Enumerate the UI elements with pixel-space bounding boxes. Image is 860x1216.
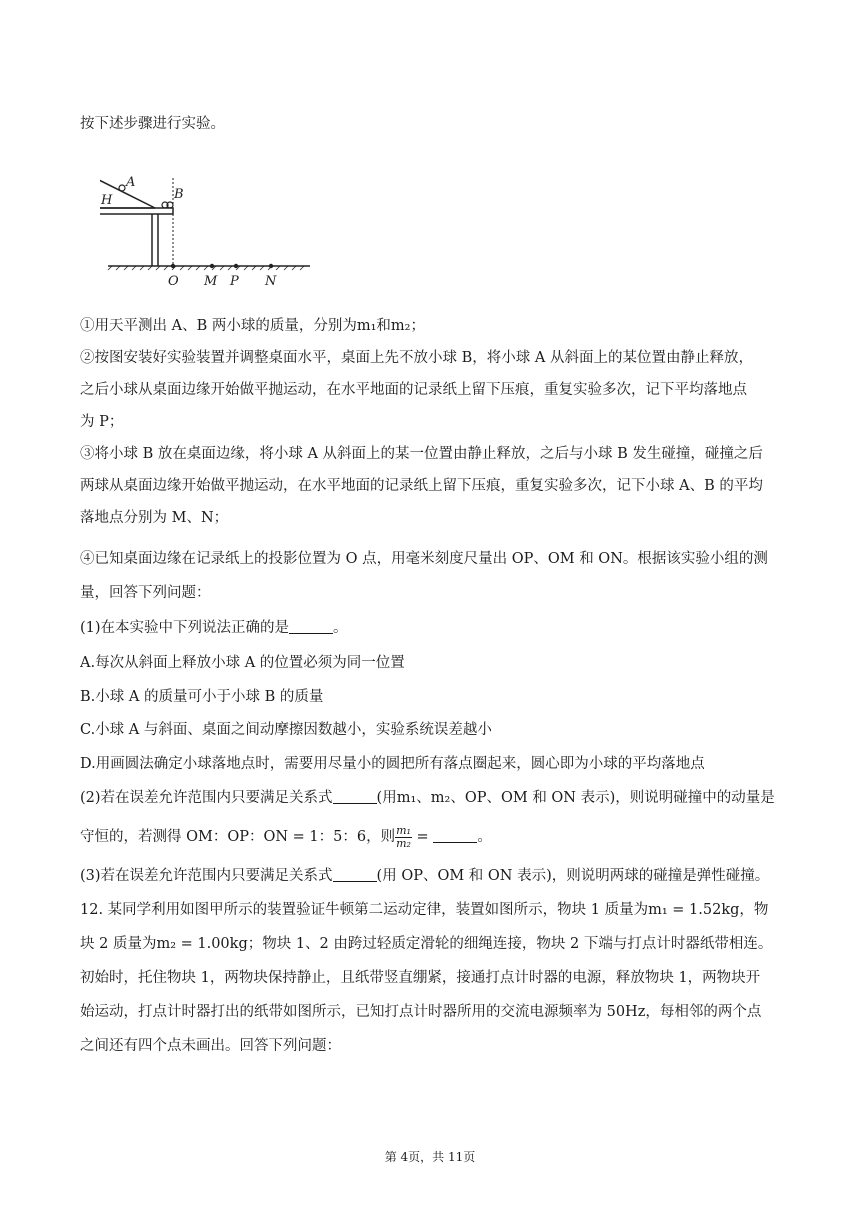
label-n: N xyxy=(265,274,277,289)
option-c: C.小球 A 与斜面、桌面之间动摩擦因数越小，实验系统误差越小 xyxy=(80,722,492,738)
mass-ratio-fraction: $\frac{\text{m₁}}{\text{m₂}}$ xyxy=(396,823,411,850)
intro-text: 按下述步骤进行实验。 xyxy=(80,116,225,132)
label-b: B xyxy=(174,187,184,202)
step-3-line-2: 两球从桌面边缘开始做平抛运动，在水平地面的记录纸上留下压痕，重复实验多次，记下小球 A、B 的平均 xyxy=(80,478,763,494)
problem-12-line-4: 始运动，打点计时器打出的纸带如图所示，已知打点计时器所用的交流电源频率为 50Hz，每相邻的两个点 xyxy=(80,1004,762,1020)
step-2-line-2: 之后小球从桌面边缘开始做平抛运动，在水平地面的记录纸上留下压痕，重复实验多次，记下平均落地点 xyxy=(80,382,747,398)
step-3-line-3: 落地点分别为 M、N； xyxy=(80,510,229,526)
problem-12-line-2: 块 2 质量为m₂ = 1.00kg；物块 1、2 由跨过轻质定滑轮的细绳连接，物块 2 下端与打点计时器纸带相连。 xyxy=(80,936,773,952)
problem-12-line-1: 12. 某同学利用如图甲所示的装置验证牛顿第二运动定律，装置如图所示，物块 1 质量为m₁ = 1.52kg，物 xyxy=(80,902,769,918)
question-2-line-1: (2)若在误差允许范围内只要满足关系式 (用m₁、m₂、OP、OM 和 ON 表示)，则说明碰撞中的动量是 xyxy=(80,790,775,806)
step-4-line-2: 量，回答下列问题： xyxy=(80,585,211,601)
answer-blank xyxy=(289,619,333,634)
label-h: H xyxy=(101,193,113,208)
problem-12-line-5: 之间还有四个点未画出。回答下列问题： xyxy=(80,1038,341,1054)
step-2-line-1: ②按图安装好实验装置并调整桌面水平，桌面上先不放小球 B，将小球 A 从斜面上的某位置由静止释放， xyxy=(80,350,753,366)
answer-blank xyxy=(333,789,377,804)
option-b: B.小球 A 的质量可小于小球 B 的质量 xyxy=(80,689,324,705)
step-3-line-1: ③将小球 B 放在桌面边缘，将小球 A 从斜面上的某一位置由静止释放，之后与小球 B 发生碰撞，碰撞之后 xyxy=(80,446,763,462)
ball-a xyxy=(119,185,125,191)
label-m: M xyxy=(204,274,218,289)
problem-12-line-3: 初始时，托住物块 1，两物块保持静止，且纸带竖直绷紧，接通打点计时器的电源，释放物块 1，两物块开 xyxy=(80,970,761,986)
option-a: A.每次从斜面上释放小球 A 的位置必须为同一位置 xyxy=(80,655,405,671)
label-p: P xyxy=(230,274,239,289)
answer-blank xyxy=(433,828,477,843)
page-footer: 第 4页，共 11页 xyxy=(384,1150,476,1164)
experiment-figure xyxy=(100,168,320,290)
step-1: ①用天平测出 A、B 两小球的质量，分别为m₁和m₂； xyxy=(80,318,425,334)
question-1-stem: (1)在本实验中下列说法正确的是 。 xyxy=(80,620,348,636)
step-4-line-1: ④已知桌面边缘在记录纸上的投影位置为 O 点，用毫米刻度尺量出 OP、OM 和 ON。根据该实验小组的测 xyxy=(80,551,768,567)
question-2-line-2: 守恒的，若测得 OM：OP：ON = 1：5：6，则 $\frac{\text{m₁}}{\text{m₂}}$ = 。 xyxy=(80,823,492,850)
option-d: D.用画圆法确定小球落地点时，需要用尽量小的圆把所有落点圈起来，圆心即为小球的平均落地点 xyxy=(80,756,705,772)
label-o: O xyxy=(168,274,179,289)
step-2-line-3: 为 P； xyxy=(80,414,124,430)
label-a: A xyxy=(126,175,136,190)
question-3: (3)若在误差允许范围内只要满足关系式 (用 OP、OM 和 ON 表示)，则说明两球的碰撞是弹性碰撞。 xyxy=(80,868,770,884)
answer-blank xyxy=(333,867,377,882)
